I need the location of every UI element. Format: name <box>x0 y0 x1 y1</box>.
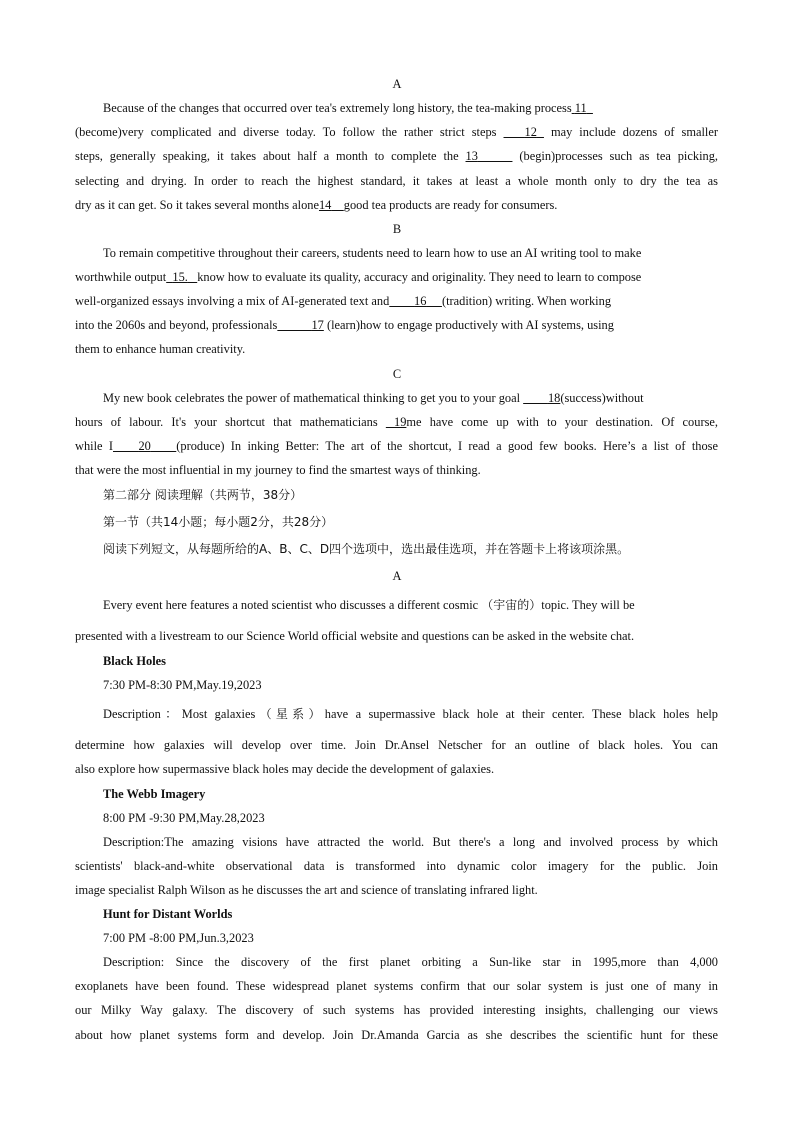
event-2-desc-2: scientists' black-and-white observational data is transformed into dynamic color imagery for the public. Join <box>75 859 718 873</box>
passage-a-heading: A <box>392 77 402 91</box>
event-2-desc-3: image specialist Ralph Wilson as he discusses the art and science of translating infrared light. <box>75 883 538 897</box>
event-3-desc-2: exoplanets have been found. These widespread planet systems confirm that our solar system is just one of many in <box>75 979 718 993</box>
passage-b-line-5: them to enhance human creativity. <box>75 342 246 356</box>
event-2-time: 8:00 PM -9:30 PM,May.28,2023 <box>103 811 265 825</box>
passage-b-heading: B <box>392 222 402 236</box>
blank-13: 13 <box>465 149 478 163</box>
passage-b-line-3: well-organized essays involving a mix of AI-generated text and 16 (tradition) writing. When working <box>75 294 612 308</box>
passage-c-line-3: while I 20 (produce) In inking Better: The art of the shortcut, I read a good few books. Here’s a list of those <box>75 439 718 453</box>
blank-12: 12 <box>524 125 537 139</box>
blank-19: 19 <box>394 415 407 429</box>
event-3-desc-4: about how planet systems form and develop. Join Dr.Amanda Garcia as she describes the scientific hunt for these <box>75 1028 718 1042</box>
passage-c-line-1: My new book celebrates the power of mathematical thinking to get you to your goal 18(success)without <box>103 391 644 405</box>
event-3-desc-3: our Milky Way galaxy. The discovery of such systems has provided interesting insights, challenging our views <box>75 1003 718 1017</box>
blank-11: 11 <box>574 101 587 115</box>
passage-c-heading: C <box>392 367 402 381</box>
part-2-header: 第二部分 阅读理解（共两节，38分） <box>103 488 303 502</box>
passage-c-line-2: hours of labour. It's your shortcut that mathematicians 19me have come up with to your destination. Of course, <box>75 415 718 429</box>
event-2-title: The Webb Imagery <box>103 787 206 801</box>
event-3-desc-1: Description: Since the discovery of the first planet orbiting a Sun-like star in 1995,more than 4,000 <box>103 955 718 969</box>
passage-c-line-4: that were the most influential in my journey to find the smartest ways of thinking. <box>75 463 481 477</box>
event-1-desc-3: also explore how supermassive black holes may decide the development of galaxies. <box>75 762 495 776</box>
event-1-time: 7:30 PM-8:30 PM,May.19,2023 <box>103 678 262 692</box>
blank-14: 14 <box>318 198 332 212</box>
event-1-desc-2: determine how galaxies will develop over time. Join Dr.Ansel Netscher for an outline of black holes. You can <box>75 738 718 752</box>
passage-a-line-5: dry as it can get. So it takes several months alone14 good tea products are ready for consumers. <box>75 198 558 212</box>
blank-20: 20 <box>138 439 151 453</box>
event-1-desc-1: Description：Most galaxies（星系）have a supermassive black hole at their center. These black holes help <box>103 707 718 721</box>
blank-18: 18 <box>547 391 561 405</box>
reading-a-heading: A <box>392 569 402 583</box>
reading-a-intro-1: Every event here features a noted scientist who discusses a different cosmic （宇宙的）topic. They will be <box>103 598 635 612</box>
event-1-title: Black Holes <box>103 654 166 668</box>
passage-b-line-4: into the 2060s and beyond, professionals 17 (learn)how to engage productively with AI systems, using <box>75 318 614 332</box>
passage-b-line-1: To remain competitive throughout their careers, students need to learn how to use an AI writing tool to make <box>103 246 642 260</box>
instructions: 阅读下列短文，从每题所给的A、B、C、D四个选项中，选出最佳选项，并在答题卡上将该项涂黑。 <box>103 542 630 556</box>
section-1-header: 第一节（共14小题；每小题2分，共28分） <box>103 515 334 529</box>
passage-a-line-1: Because of the changes that occurred over tea's extremely long history, the tea-making process 11 <box>103 99 718 117</box>
blank-17: 17 <box>311 318 324 332</box>
passage-a-line-3: steps, generally speaking, it takes about half a month to complete the 13 (begin)processes such as tea picking, <box>75 149 719 163</box>
passage-a-line-4: selecting and drying. In order to reach the highest standard, it takes at least a whole month only to dry the tea as <box>75 174 718 188</box>
blank-15: 15. <box>172 270 188 284</box>
passage-a-line-2: (become)very complicated and diverse today. To follow the rather strict steps 12 may include dozens of smaller <box>75 125 718 139</box>
passage-b-line-2: worthwhile output 15. know how to evaluate its quality, accuracy and originality. They need to learn to compose <box>75 270 642 284</box>
event-3-title: Hunt for Distant Worlds <box>103 907 233 921</box>
event-2-desc-1: Description:The amazing visions have attracted the world. But there's a long and involved process by which <box>103 835 718 849</box>
reading-a-intro-2: presented with a livestream to our Science World official website and questions can be asked in the website chat. <box>75 629 635 643</box>
event-3-time: 7:00 PM -8:00 PM,Jun.3,2023 <box>103 931 254 945</box>
blank-16: 16 <box>414 294 427 308</box>
